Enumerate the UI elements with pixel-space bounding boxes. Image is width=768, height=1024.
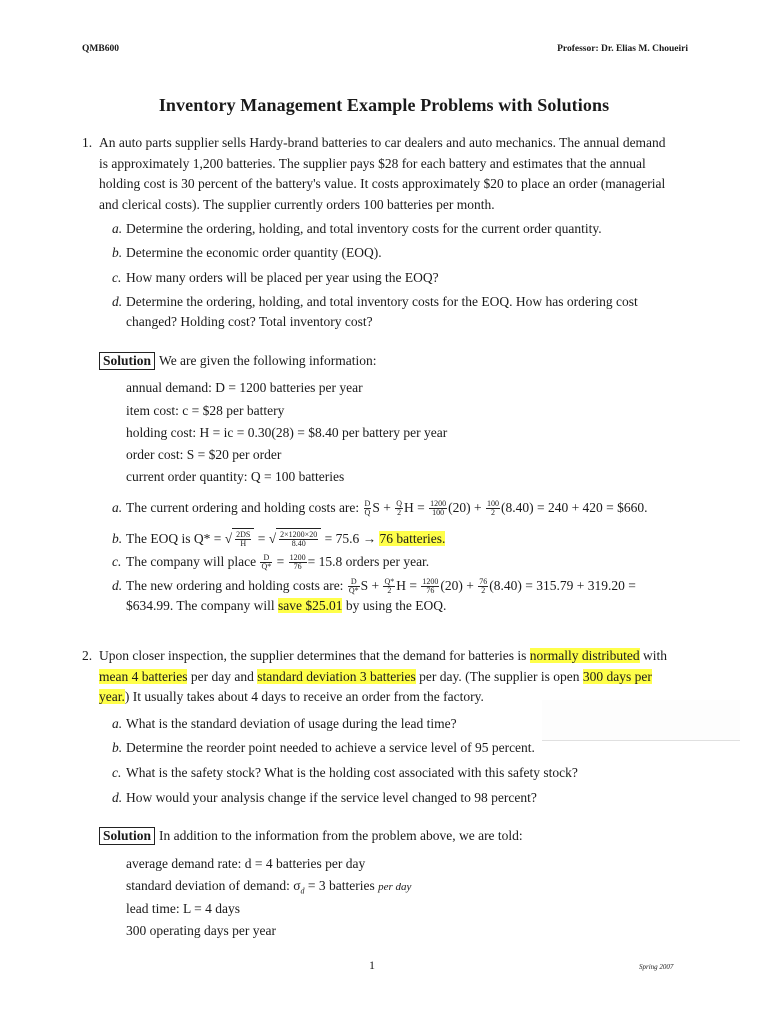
solution-label: Solution — [99, 827, 155, 845]
footer-date: Spring 2007 — [639, 963, 674, 971]
problem-1-part-b: b. Determine the economic order quantity (EOQ). — [112, 245, 382, 260]
answer-a: a. The current ordering and holding costs are: $\frac{D}{Q}$ S + $\frac{Q}{2}$ H = $\frac{1200}{100}$ (20) + $\frac{100}{2}$ (8.40) = 240 + 420 = $660. — [112, 499, 648, 518]
problem-1-part-d-cont: changed? Holding cost? Total inventory cost? — [126, 314, 373, 329]
problem-1-part-a: a. Determine the ordering, holding, and total inventory costs for the current order quantity. — [112, 221, 602, 236]
page-title: Inventory Management Example Problems with Solutions — [158, 95, 610, 115]
problem-1-part-c: c. How many orders will be placed per year using the EOQ? — [112, 270, 439, 285]
highlight: standard deviation 3 batteries — [257, 668, 416, 684]
problem-2-part-d: d. How would your analysis change if the service level changed to 98 percent? — [112, 790, 537, 805]
problem-1-line: An auto parts supplier sells Hardy-brand batteries to car dealers and auto mechanics. The annual demand — [99, 135, 666, 150]
info-line: lead time: L = 4 days — [126, 901, 240, 916]
answer-d: d. The new ordering and holding costs are: $\frac{D}{Q*}$ S + $\frac{Q*}{2}$ H = $\frac{1200}{76}$ (20) + $\frac{76}{2}$ (8.40) = 315.79 + 319.20 = — [112, 577, 636, 596]
problem-1-line: is approximately 1,200 batteries. The supplier pays $28 for each battery and estimates that the annual — [99, 155, 646, 171]
problem-2-number: 2. — [82, 648, 93, 663]
problem-2-part-a: a. What is the standard deviation of usage during the lead time? — [112, 716, 457, 731]
highlight: 76 batteries. — [379, 531, 446, 546]
faint-overlay — [542, 700, 740, 741]
info-line: holding cost: H = ic = 0.30(28) = $8.40 per battery per year — [126, 425, 448, 440]
info-line: item cost: c = $28 per battery — [126, 403, 285, 418]
highlight: mean 4 batteries — [99, 668, 188, 684]
course-code: QMB600 — [82, 44, 119, 54]
info-line: annual demand: D = 1200 batteries per year — [126, 380, 363, 395]
info-line: order cost: S = $20 per order — [126, 447, 282, 462]
problem-1-line: and clerical costs). The supplier currently orders 100 batteries per month. — [99, 196, 495, 212]
problem-1-part-d: d. Determine the ordering, holding, and total inventory costs for the EOQ. How has ordering cost — [112, 294, 638, 309]
highlight: year. — [99, 689, 125, 704]
answer-d-cont: $634.99. The company will save $25.01 by using the EOQ. — [126, 598, 447, 613]
problem-1-number: 1. — [82, 135, 93, 150]
problem-2-statement: Upon closer inspection, the supplier determines that the demand for batteries is normally distributed with mean 4 batteries per day and standard deviation 3 batteries per day. (The supplier is open 300 days per year.) It usually takes about 4 days to receive an order from the factory. — [99, 648, 668, 704]
solution-intro: In addition to the information from the problem above, we are told: — [159, 828, 523, 843]
solution-1-header — [99, 351, 377, 372]
info-line: average demand rate: d = 4 batteries per day — [126, 856, 366, 871]
professor-name: Professor: Dr. Elias M. Choueiri — [557, 44, 688, 54]
problem-2-part-c: c. What is the safety stock? What is the holding cost associated with this safety stock? — [112, 765, 578, 780]
problem-2-part-b: b. Determine the reorder point needed to achieve a service level of 95 percent. — [112, 740, 535, 755]
highlight: normally distributed — [529, 648, 640, 663]
highlight: 300 days per — [582, 668, 652, 684]
info-line: current order quantity: Q = 100 batteries — [126, 469, 345, 484]
page-number: 1 — [369, 958, 375, 972]
highlight: save $25.01 — [277, 598, 343, 613]
info-line: 300 operating days per year — [126, 923, 276, 938]
answer-b: b. The EOQ is Q* = √ $\frac{2DS}{H}$ = √ $\frac{2\times 1200\times 20}{8.40}$ = 75.6 → 76 batteries. — [112, 528, 445, 550]
answer-c: c. The company will place $\frac{D}{Q*}$ = $\frac{1200}{76}$ = 15.8 orders per year. — [112, 553, 430, 572]
solution-label: Solution — [99, 352, 155, 370]
solution-intro: We are given the following information: — [159, 353, 377, 368]
problem-1-line: holding cost is 30 percent of the battery's value. It costs approximately $20 to place an order (managerial — [99, 176, 666, 191]
solution-2-header — [99, 826, 523, 847]
problem-1-statement — [99, 133, 719, 215]
info-line: standard deviation of demand: $\sigma_d = 3$ batteries per day — [126, 878, 412, 896]
